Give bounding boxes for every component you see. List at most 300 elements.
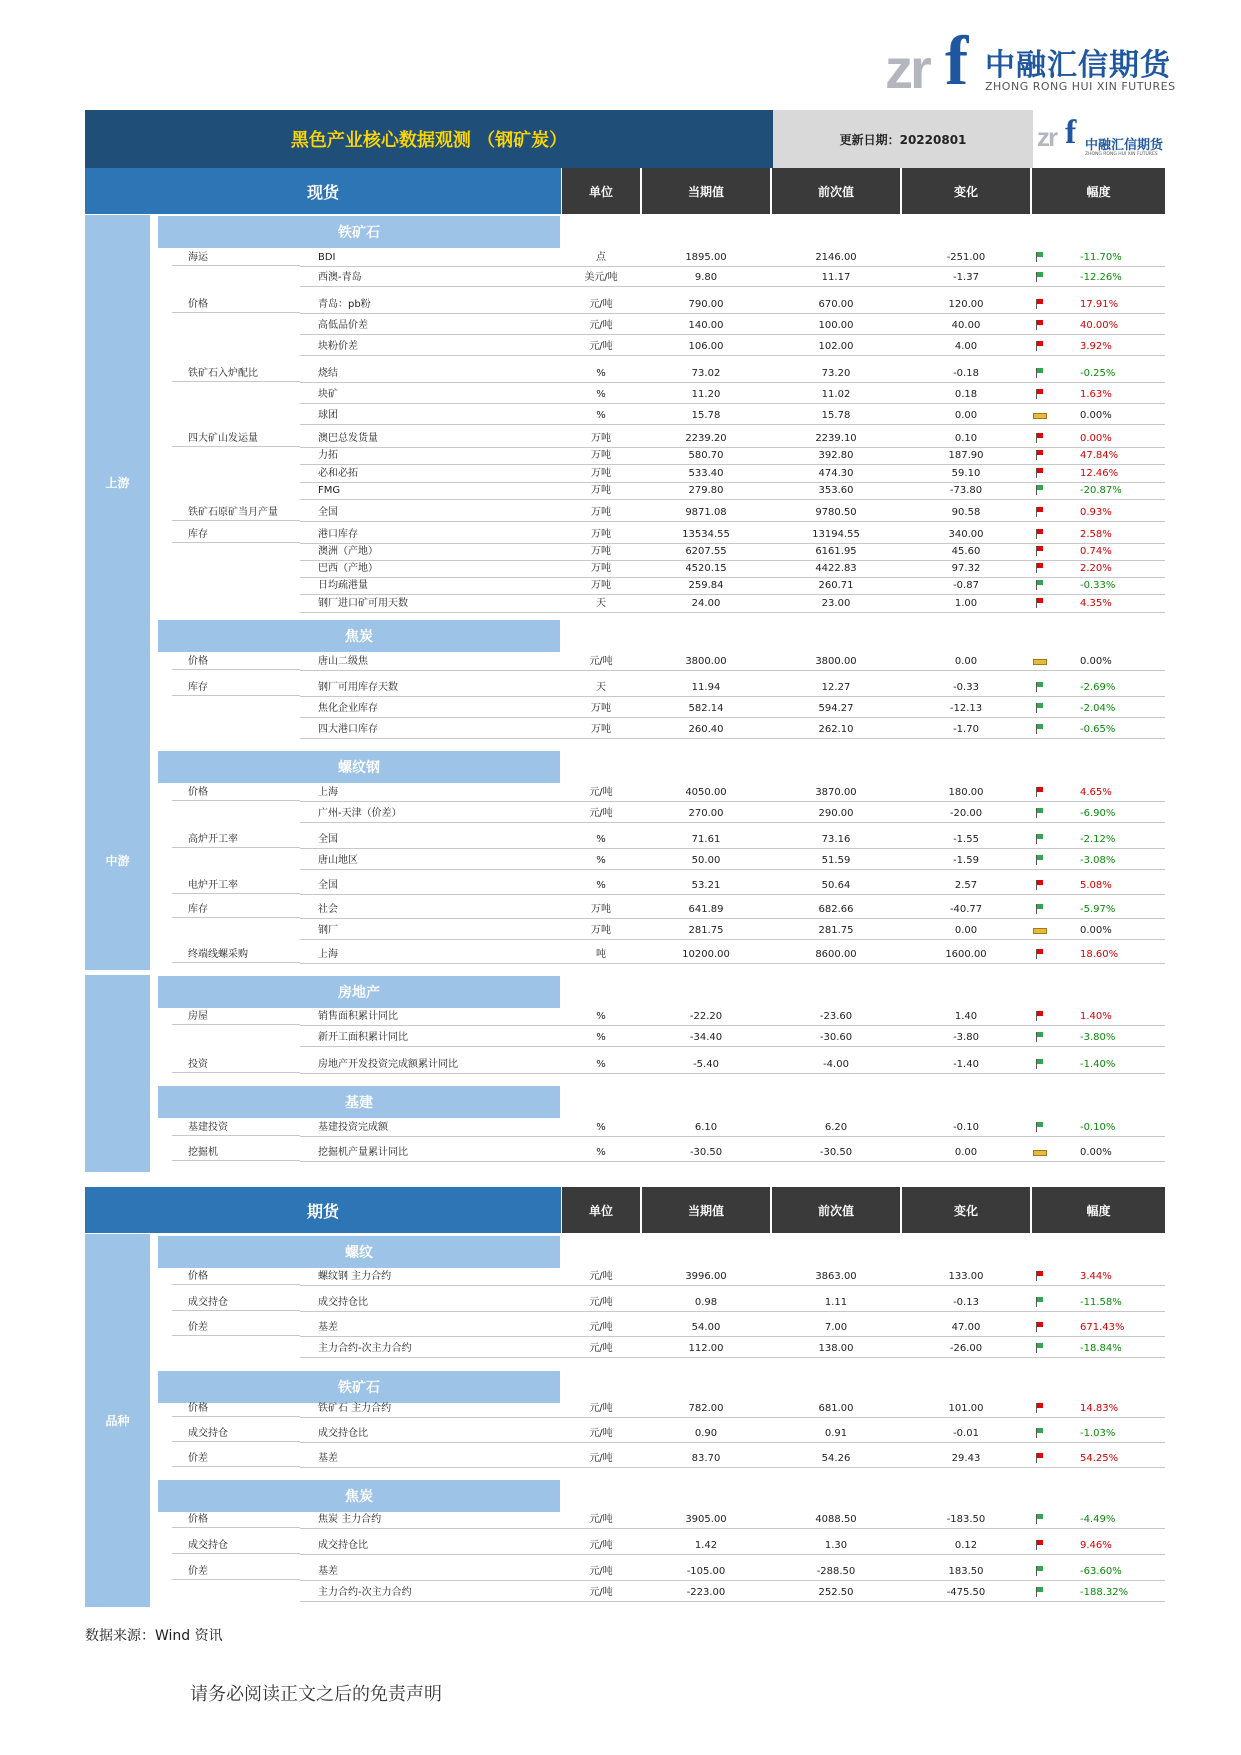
futures-previous-header: 前次值 [772, 1187, 900, 1233]
row-change: -0.13 [953, 1297, 979, 1308]
row-change: -12.13 [949, 703, 983, 714]
futures-pct-header: 幅度 [1032, 1187, 1165, 1233]
flag-cloth [1037, 1122, 1043, 1127]
futures-current-header: 当期值 [642, 1187, 770, 1233]
row-pct: 0.00% [1080, 656, 1112, 667]
flag-cloth [1037, 485, 1043, 490]
row-pct: 12.46% [1080, 468, 1119, 479]
green-flag-icon [1035, 485, 1045, 495]
row-previous: 73.20 [821, 368, 851, 379]
logo-mark-zr: zr [885, 37, 929, 100]
row-group-label: 库存 [188, 529, 208, 540]
row-item: 块粉价差 [318, 341, 358, 352]
row-previous: 3800.00 [815, 656, 857, 667]
green-flag-icon [1035, 252, 1045, 262]
green-flag-icon [1035, 1032, 1045, 1042]
logo-mark-f-small: f [1065, 114, 1077, 151]
row-pct: 0.00% [1080, 1147, 1112, 1158]
unit-header: 单位 [562, 168, 640, 214]
row-current: 11.94 [691, 682, 721, 693]
row-current: 4520.15 [685, 563, 727, 574]
row-unit: 元/吨 [589, 1428, 613, 1439]
row-pct: 3.92% [1080, 341, 1112, 352]
group-underline [172, 917, 300, 918]
row-unit: % [596, 1032, 606, 1043]
row-current: 24.00 [691, 598, 721, 609]
row-separator [300, 1046, 1165, 1047]
row-previous: -30.60 [819, 1032, 853, 1043]
flat-marker-icon [1033, 1150, 1047, 1156]
row-current: 582.14 [688, 703, 724, 714]
group-underline [172, 1466, 300, 1467]
flag-cloth [1037, 703, 1043, 708]
row-separator [300, 717, 1165, 718]
red-flag-icon [1035, 389, 1045, 399]
row-item: 成交持仓比 [318, 1297, 368, 1308]
row-unit: 元/吨 [589, 1587, 613, 1598]
row-unit: 元/吨 [589, 787, 613, 798]
row-pct: -4.49% [1080, 1514, 1116, 1525]
flag-cloth [1037, 724, 1043, 729]
flag-cloth [1037, 252, 1043, 257]
row-change: 1600.00 [945, 949, 987, 960]
row-pct: -3.80% [1080, 1032, 1116, 1043]
green-flag-icon [1035, 724, 1045, 734]
row-group-label: 铁矿石入炉配比 [188, 368, 258, 379]
row-current: 71.61 [691, 834, 721, 845]
row-unit: 元/吨 [589, 320, 613, 331]
row-previous: 51.59 [821, 855, 851, 866]
row-previous: 6161.95 [815, 546, 857, 557]
group-underline [172, 446, 300, 447]
update-date: 更新日期：20220801 [773, 110, 1033, 168]
flag-cloth [1037, 1271, 1043, 1276]
green-flag-icon [1035, 1297, 1045, 1307]
green-flag-icon [1035, 368, 1045, 378]
group-underline [172, 1416, 300, 1417]
row-group-label: 价差 [188, 1322, 208, 1333]
row-item: 焦炭 主力合约 [318, 1514, 382, 1525]
row-item: 港口库存 [318, 529, 358, 540]
row-pct: -0.65% [1080, 724, 1116, 735]
row-pct: 14.83% [1080, 1403, 1119, 1414]
row-change: -0.18 [953, 368, 979, 379]
row-item: 全国 [318, 507, 338, 518]
row-separator [300, 1336, 1165, 1337]
row-item: 钢厂可用库存天数 [318, 682, 398, 693]
row-pct: 40.00% [1080, 320, 1119, 331]
row-unit: 元/吨 [589, 1453, 613, 1464]
row-item: 必和必拓 [318, 468, 358, 479]
row-separator [300, 313, 1165, 314]
row-unit: 元/吨 [589, 1343, 613, 1354]
flag-cloth [1037, 1566, 1043, 1571]
row-current: 11.20 [691, 389, 721, 400]
row-change: -251.00 [946, 252, 986, 263]
row-pct: -2.69% [1080, 682, 1116, 693]
row-current: 782.00 [688, 1403, 724, 1414]
green-flag-icon [1035, 580, 1045, 590]
row-unit: 万吨 [591, 433, 611, 444]
row-separator [300, 894, 1165, 895]
row-unit: 点 [596, 252, 606, 263]
row-previous: 50.64 [821, 880, 851, 891]
row-separator [300, 560, 1165, 561]
row-current: 3905.00 [685, 1514, 727, 1525]
flag-cloth [1037, 787, 1043, 792]
row-unit: 元/吨 [589, 656, 613, 667]
row-current: 6207.55 [685, 546, 727, 557]
row-group-label: 四大矿山发运量 [188, 433, 258, 444]
green-flag-icon [1035, 808, 1045, 818]
section-title: 焦炭 [158, 620, 560, 652]
futures-change-header: 变化 [902, 1187, 1030, 1233]
row-current: 580.70 [688, 450, 724, 461]
row-item: 基差 [318, 1453, 338, 1464]
row-separator [300, 594, 1165, 595]
row-unit: 万吨 [591, 546, 611, 557]
flag-cloth [1037, 880, 1043, 885]
row-previous: -288.50 [816, 1566, 856, 1577]
row-group-label: 价差 [188, 1453, 208, 1464]
row-change: -183.50 [946, 1514, 986, 1525]
flag-cloth [1037, 834, 1043, 839]
row-previous: 73.16 [821, 834, 851, 845]
flag-cloth [1037, 1032, 1043, 1037]
group-underline [172, 381, 300, 382]
row-separator [300, 963, 1165, 964]
row-separator [300, 1357, 1165, 1358]
row-current: 0.90 [694, 1428, 718, 1439]
row-previous: 100.00 [818, 320, 854, 331]
row-group-label: 价差 [188, 1566, 208, 1577]
row-item: 力拓 [318, 450, 338, 461]
brand-logo [885, 23, 1176, 100]
flag-cloth [1037, 563, 1043, 568]
flag-cloth [1037, 1514, 1043, 1519]
row-separator [300, 670, 1165, 671]
row-current: 259.84 [688, 580, 724, 591]
row-unit: 万吨 [591, 529, 611, 540]
row-change: -0.10 [953, 1122, 979, 1133]
row-unit: 元/吨 [589, 1271, 613, 1282]
row-previous: 4422.83 [815, 563, 857, 574]
row-item: 全国 [318, 834, 338, 845]
group-underline [172, 1310, 300, 1311]
row-separator [300, 1580, 1165, 1581]
row-separator [300, 1073, 1165, 1074]
row-item: 广州-天津（价差） [318, 808, 402, 819]
red-flag-icon [1035, 450, 1045, 460]
row-pct: -5.97% [1080, 904, 1116, 915]
row-separator [300, 266, 1165, 267]
row-change: -26.00 [949, 1343, 983, 1354]
row-previous: 353.60 [818, 485, 854, 496]
pct-header: 幅度 [1032, 168, 1165, 214]
row-separator [300, 869, 1165, 870]
row-pct: -11.70% [1080, 252, 1122, 263]
row-group-label: 库存 [188, 904, 208, 915]
row-change: -1.55 [953, 834, 979, 845]
row-current: 0.98 [694, 1297, 718, 1308]
row-item: 钢厂 [318, 925, 338, 936]
report-title: 黑色产业核心数据观测 （钢矿炭） [85, 110, 773, 168]
row-current: 140.00 [688, 320, 724, 331]
row-previous: 670.00 [818, 299, 854, 310]
row-unit: % [596, 368, 606, 379]
red-flag-icon [1035, 546, 1045, 556]
row-current: 1.42 [694, 1540, 718, 1551]
row-change: 90.58 [951, 507, 981, 518]
row-change: -1.40 [953, 1059, 979, 1070]
row-pct: 3.44% [1080, 1271, 1112, 1282]
row-separator [300, 1601, 1165, 1602]
disclaimer: 请务必阅读正文之后的免责声明 [190, 1684, 442, 1705]
row-pct: -6.90% [1080, 808, 1116, 819]
row-item: 主力合约-次主力合约 [318, 1587, 412, 1598]
group-underline [172, 847, 300, 848]
row-unit: % [596, 1147, 606, 1158]
row-unit: 万吨 [591, 925, 611, 936]
row-group-label: 价格 [188, 787, 208, 798]
row-unit: 元/吨 [589, 1322, 613, 1333]
row-item: 成交持仓比 [318, 1540, 368, 1551]
row-previous: 474.30 [818, 468, 854, 479]
row-item: 西澳-青岛 [318, 272, 362, 283]
row-change: 0.00 [954, 925, 978, 936]
region-label: 品种 [85, 1234, 150, 1607]
row-item: 销售面积累计同比 [318, 1011, 398, 1022]
row-unit: % [596, 410, 606, 421]
row-unit: % [596, 855, 606, 866]
green-flag-icon [1035, 1514, 1045, 1524]
row-item: FMG [318, 485, 341, 496]
flag-cloth [1037, 855, 1043, 860]
row-unit: 万吨 [591, 563, 611, 574]
region-label: 中游 [85, 750, 150, 970]
row-current: 279.80 [688, 485, 724, 496]
row-unit: 元/吨 [589, 1566, 613, 1577]
row-current: -22.20 [689, 1011, 723, 1022]
section-title: 铁矿石 [158, 216, 560, 248]
row-separator [300, 403, 1165, 404]
group-underline [172, 542, 300, 543]
row-change: 340.00 [948, 529, 984, 540]
section-title: 螺纹 [158, 1236, 560, 1268]
row-group-label: 价格 [188, 1403, 208, 1414]
row-change: 183.50 [948, 1566, 984, 1577]
row-separator [300, 1417, 1165, 1418]
row-previous: 12.27 [821, 682, 851, 693]
row-separator [300, 382, 1165, 383]
row-separator [300, 334, 1165, 335]
row-previous: 290.00 [818, 808, 854, 819]
flag-cloth [1037, 546, 1043, 551]
row-unit: 万吨 [591, 904, 611, 915]
flag-cloth [1037, 904, 1043, 909]
row-current: 533.40 [688, 468, 724, 479]
row-unit: 元/吨 [589, 1297, 613, 1308]
row-change: -73.80 [949, 485, 983, 496]
row-change: -1.70 [953, 724, 979, 735]
group-underline [172, 1024, 300, 1025]
row-change: 0.10 [954, 433, 978, 444]
row-pct: 2.20% [1080, 563, 1112, 574]
row-previous: 138.00 [818, 1343, 854, 1354]
row-item: 唐山地区 [318, 855, 358, 866]
row-change: 0.18 [954, 389, 978, 400]
row-unit: 元/吨 [589, 299, 613, 310]
row-item: 成交持仓比 [318, 1428, 368, 1439]
row-group-label: 挖掘机 [188, 1147, 218, 1158]
row-previous: 13194.55 [812, 529, 860, 540]
row-unit: 万吨 [591, 580, 611, 591]
row-item: 澳洲（产地） [318, 546, 378, 557]
row-current: -223.00 [686, 1587, 726, 1598]
row-previous: 594.27 [818, 703, 854, 714]
row-previous: 8600.00 [815, 949, 857, 960]
row-item: 四大港口库存 [318, 724, 378, 735]
red-flag-icon [1035, 880, 1045, 890]
row-unit: % [596, 389, 606, 400]
row-unit: % [596, 1059, 606, 1070]
row-pct: 54.25% [1080, 1453, 1119, 1464]
row-separator [300, 612, 1165, 613]
red-flag-icon [1035, 1540, 1045, 1550]
brand-logo-small [1033, 110, 1165, 168]
row-current: -30.50 [689, 1147, 723, 1158]
row-pct: -2.12% [1080, 834, 1116, 845]
row-pct: 0.00% [1080, 925, 1112, 936]
row-current: 270.00 [688, 808, 724, 819]
flag-cloth [1037, 450, 1043, 455]
row-change: -0.87 [953, 580, 979, 591]
row-change: -0.01 [953, 1428, 979, 1439]
red-flag-icon [1035, 468, 1045, 478]
flag-cloth [1037, 368, 1043, 373]
row-change: 1.40 [954, 1011, 978, 1022]
data-source: 数据来源：Wind 资讯 [85, 1628, 223, 1644]
row-previous: 9780.50 [815, 507, 857, 518]
row-separator [300, 801, 1165, 802]
row-previous: -23.60 [819, 1011, 853, 1022]
section-title: 铁矿石 [158, 1371, 560, 1403]
row-pct: -11.58% [1080, 1297, 1122, 1308]
row-current: 9.80 [694, 272, 718, 283]
row-current: 1895.00 [685, 252, 727, 263]
row-unit: 万吨 [591, 507, 611, 518]
row-pct: 47.84% [1080, 450, 1119, 461]
row-pct: 4.65% [1080, 787, 1112, 798]
row-change: 101.00 [948, 1403, 984, 1414]
row-unit: 天 [596, 598, 606, 609]
row-item: 基差 [318, 1322, 338, 1333]
row-current: 53.21 [691, 880, 721, 891]
row-item: 烧结 [318, 368, 338, 379]
row-pct: 5.08% [1080, 880, 1112, 891]
row-previous: 4088.50 [815, 1514, 857, 1525]
logo-cn-name-small: 中融汇信期货 [1085, 138, 1164, 153]
flag-cloth [1037, 1587, 1043, 1592]
row-previous: 3863.00 [815, 1271, 857, 1282]
row-change: 1.00 [954, 598, 978, 609]
row-separator [300, 286, 1165, 287]
row-change: -40.77 [949, 904, 983, 915]
row-change: 2.57 [954, 880, 978, 891]
red-flag-icon [1035, 529, 1045, 539]
row-item: 上海 [318, 949, 338, 960]
change-header: 变化 [902, 168, 1030, 214]
row-change: 59.10 [951, 468, 981, 479]
group-underline [172, 1441, 300, 1442]
row-group-label: 海运 [188, 252, 208, 263]
row-group-label: 库存 [188, 682, 208, 693]
flag-cloth [1037, 507, 1043, 512]
row-item: 块矿 [318, 389, 338, 400]
row-pct: 1.63% [1080, 389, 1112, 400]
region-label: 上游 [85, 215, 150, 750]
red-flag-icon [1035, 1011, 1045, 1021]
flag-cloth [1037, 320, 1043, 325]
row-item: 澳巴总发货量 [318, 433, 378, 444]
row-pct: -3.08% [1080, 855, 1116, 866]
logo-mark-zr-small: zr [1037, 122, 1057, 152]
row-pct: 9.46% [1080, 1540, 1112, 1551]
red-flag-icon [1035, 1322, 1045, 1332]
row-change: 133.00 [948, 1271, 984, 1282]
row-group-label: 价格 [188, 656, 208, 667]
row-current: -34.40 [689, 1032, 723, 1043]
flag-cloth [1037, 1297, 1043, 1302]
region-label [85, 975, 150, 1172]
green-flag-icon [1035, 904, 1045, 914]
futures-header: 期货 [85, 1187, 561, 1233]
row-group-label: 价格 [188, 299, 208, 310]
row-unit: 美元/吨 [584, 272, 618, 283]
row-group-label: 基建投资 [188, 1122, 228, 1133]
flag-cloth [1037, 1540, 1043, 1545]
row-previous: 1.11 [824, 1297, 848, 1308]
flag-cloth [1037, 598, 1043, 603]
row-current: 641.89 [688, 904, 724, 915]
flat-marker-icon [1033, 928, 1047, 934]
row-separator [300, 738, 1165, 739]
row-unit: 元/吨 [589, 1403, 613, 1414]
row-pct: -12.26% [1080, 272, 1122, 283]
row-pct: 2.58% [1080, 529, 1112, 540]
row-current: 9871.08 [685, 507, 727, 518]
row-current: 260.40 [688, 724, 724, 735]
row-change: -0.33 [953, 682, 979, 693]
row-current: -105.00 [686, 1566, 726, 1577]
row-change: -3.80 [953, 1032, 979, 1043]
row-item: 钢厂进口矿可用天数 [318, 598, 408, 609]
row-separator [300, 499, 1165, 500]
row-unit: 万吨 [591, 724, 611, 735]
row-item: 螺纹钢 主力合约 [318, 1271, 392, 1282]
row-previous: 260.71 [818, 580, 854, 591]
row-separator [300, 482, 1165, 483]
row-separator [300, 822, 1165, 823]
flag-cloth [1037, 1428, 1043, 1433]
row-unit: 吨 [596, 949, 606, 960]
flag-cloth [1037, 529, 1043, 534]
group-underline [172, 1135, 300, 1136]
row-current: 3800.00 [685, 656, 727, 667]
row-item: 基建投资完成额 [318, 1122, 388, 1133]
green-flag-icon [1035, 703, 1045, 713]
row-item: 唐山二级焦 [318, 656, 368, 667]
